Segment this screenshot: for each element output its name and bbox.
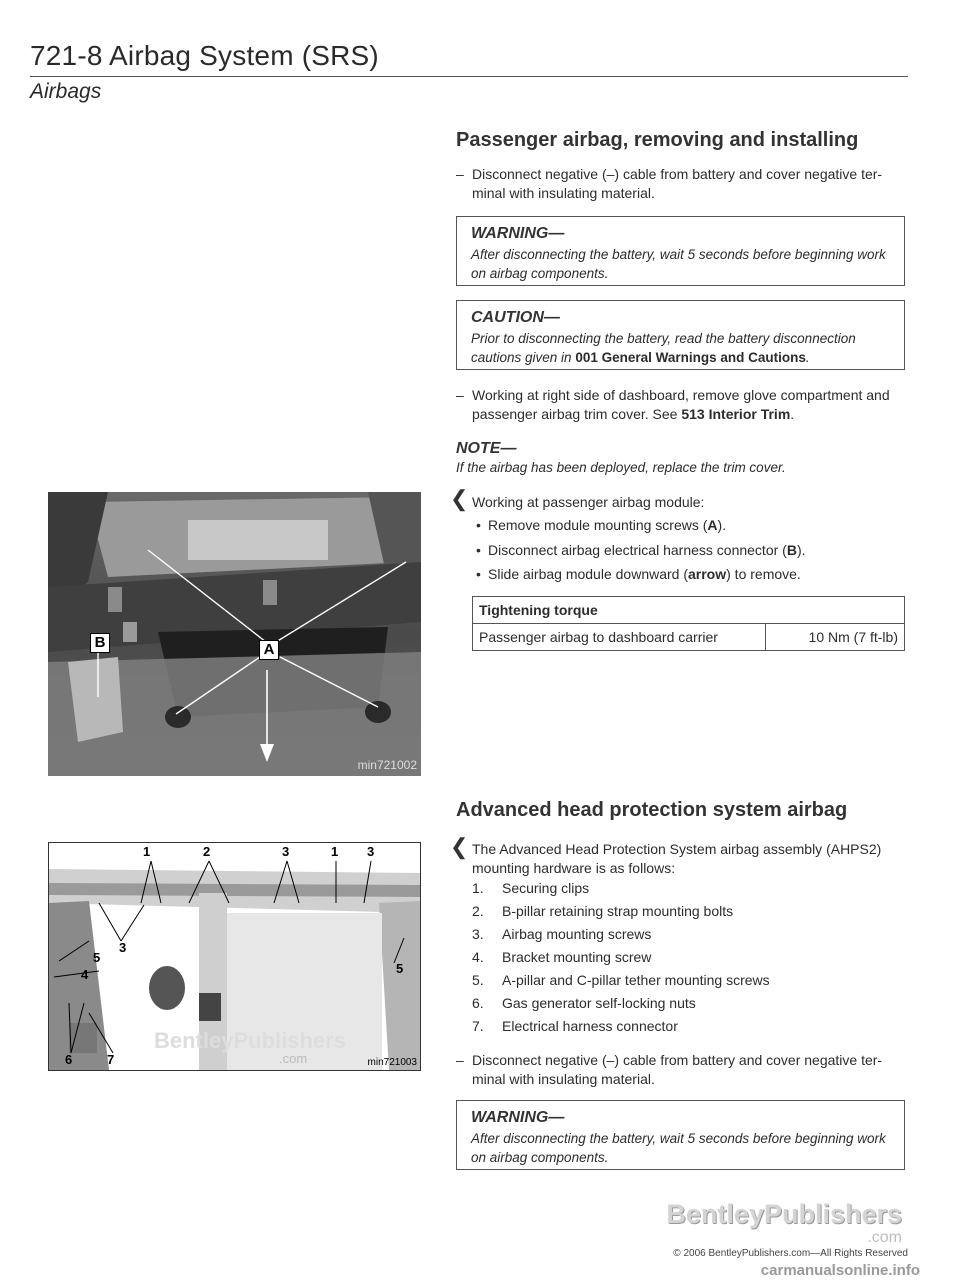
caution-text (471, 329, 892, 367)
step-dash: – (456, 166, 464, 182)
list-item: 6. Gas generator self-locking nuts (472, 995, 696, 1011)
note-text: If the airbag has been deployed, replace the trim cover. (456, 460, 786, 475)
step-dash: – (456, 387, 464, 403)
step-disconnect-battery (456, 165, 912, 203)
photo-ahps (48, 842, 421, 1071)
copyright: © 2006 BentleyPublishers.com—All Rights Reserved (673, 1248, 908, 1259)
list-item: 1. Securing clips (472, 880, 590, 896)
callout-6: 6 (65, 1052, 73, 1067)
callout-7: 7 (107, 1052, 115, 1067)
callout-3b: 3 (367, 844, 375, 859)
callout-b-label: B (90, 633, 110, 653)
step-text: Working at right side of dashboard, remove glove compartment and passenger airbag trim cover. See (472, 387, 890, 422)
site-watermark: carmanualsonline.info (760, 1262, 920, 1279)
photo-code: min721003 (367, 1057, 417, 1068)
photo-watermark-com: .com (279, 1051, 308, 1066)
callout-4: 4 (81, 967, 89, 982)
list-item: 2. B-pillar retaining strap mounting bolts (472, 903, 734, 919)
passenger-heading: Passenger airbag, removing and installing (456, 129, 859, 151)
list-item: 7. Electrical harness connector (472, 1018, 678, 1034)
callout-a-label: A (259, 640, 279, 660)
bullet-item: • Slide airbag module downward (arrow) to remove. (488, 565, 801, 584)
section-title: Airbags (30, 80, 102, 103)
step-text: Disconnect negative (–) cable from battery and cover negative ter- minal with insulating material. (472, 166, 883, 201)
photo-code: min721002 (357, 758, 417, 772)
callout-3: 3 (282, 844, 290, 859)
list-item: 4. Bracket mounting screw (472, 949, 652, 965)
step-ref: 513 Interior Trim (681, 406, 791, 422)
caution-ref: 001 General Warnings and Cautions (575, 350, 806, 365)
header-rule (30, 76, 908, 77)
pointer-arrow-icon: ❮ (450, 486, 469, 511)
callout-1b: 1 (331, 844, 339, 859)
callout-5b: 5 (396, 961, 404, 976)
callout-2: 2 (203, 844, 211, 859)
note-block (456, 440, 905, 477)
torque-table (472, 596, 905, 651)
warning-box (456, 216, 905, 286)
warning-text: After disconnecting the battery, wait 5 seconds before beginning work on airbag components. (471, 1131, 886, 1165)
callout-1: 1 (143, 844, 151, 859)
step-text-post: . (790, 406, 795, 422)
callout-3c: 3 (119, 940, 127, 955)
step-disconnect-battery-2 (456, 1051, 912, 1089)
caution-title: CAUTION— (471, 309, 560, 326)
list-item: 3. Airbag mounting screws (472, 926, 652, 942)
warning-box-2 (456, 1100, 905, 1170)
caution-box (456, 300, 905, 370)
ahps-heading: Advanced head protection system airbag (456, 799, 848, 821)
torque-value: 10 Nm (7 ft-lb) (766, 624, 905, 651)
caution-text-pre: Prior to disconnecting the battery, read the battery disconnection cautions given in (471, 331, 856, 365)
warning-title: WARNING— (471, 1109, 565, 1126)
torque-item: Passenger airbag to dashboard carrier (473, 624, 766, 651)
page-title: 721-8 Airbag System (SRS) (30, 40, 379, 71)
step-text: Disconnect negative (–) cable from battery and cover negative ter- minal with insulating material. (472, 1052, 883, 1087)
list-item: 5. A-pillar and C-pillar tether mounting screws (472, 972, 770, 988)
step-remove-glove-box (456, 386, 912, 424)
step-dash: – (456, 1052, 464, 1068)
step-working-module: Working at passenger airbag module: (472, 494, 705, 510)
photo-passenger-airbag (48, 492, 421, 776)
bullet-item: • Disconnect airbag electrical harness connector (B). (488, 541, 806, 560)
publisher-logo: BentleyPublishers (666, 1199, 902, 1229)
publisher-logo-com: .com (867, 1229, 902, 1246)
note-title: NOTE— (456, 440, 517, 457)
ahps-hardware-list (472, 877, 912, 1038)
ahps-intro: The Advanced Head Protection System airbag assembly (AHPS2) mounting hardware is as follows: (472, 841, 882, 876)
warning-title: WARNING— (471, 225, 565, 242)
torque-header: Tightening torque (473, 597, 905, 624)
callout-5: 5 (93, 950, 101, 965)
pointer-arrow-icon: ❮ (450, 834, 469, 859)
photo-watermark: BentleyPublishers (154, 1028, 346, 1053)
caution-text-post: . (805, 350, 810, 365)
warning-text: After disconnecting the battery, wait 5 seconds before beginning work on airbag components. (471, 247, 886, 281)
bullet-item: • Remove module mounting screws (A). (488, 516, 726, 535)
